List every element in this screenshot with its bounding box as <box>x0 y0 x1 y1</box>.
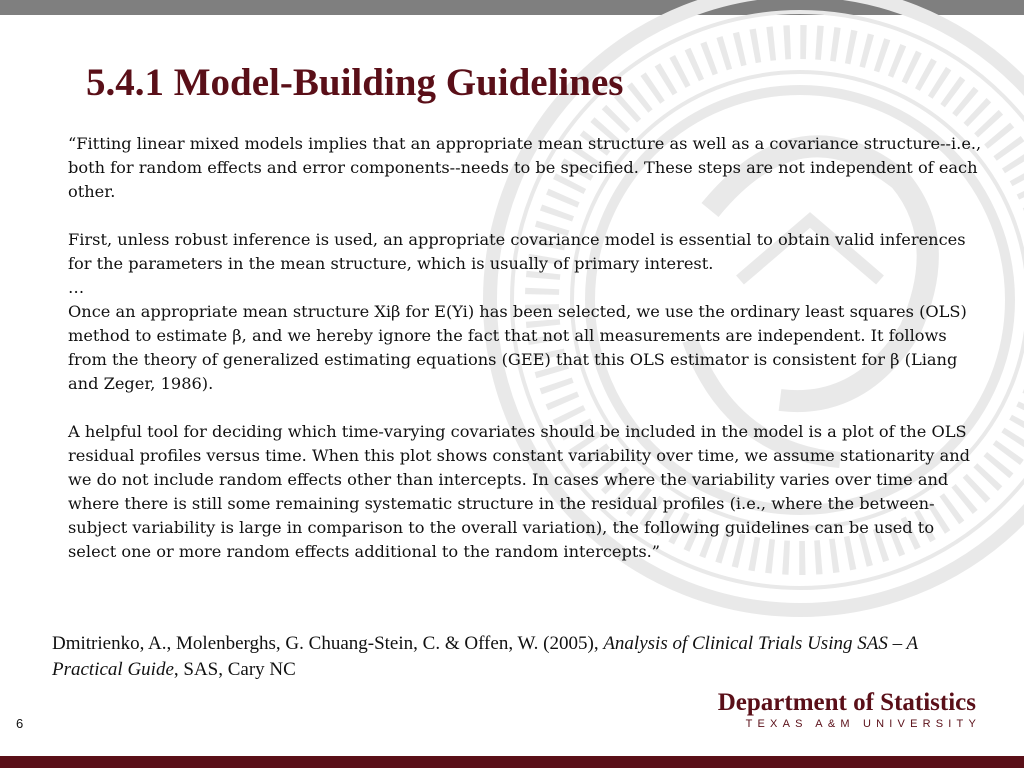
paragraph-gap <box>68 396 984 420</box>
paragraph-gap <box>68 204 984 228</box>
bottom-bar <box>0 756 1024 768</box>
department-logo <box>717 689 981 732</box>
quote-paragraph-3: Once an appropriate mean structure Xiβ for E(Yi) has been selected, we use the ordinary least squares (OLS) method to estimate β, and we hereby ignore the fact that not all measurements are independent. It follows from the theory of generalized estimating equations (GEE) that this OLS estimator is consistent for β (Liang and Zeger, 1986). <box>68 302 967 393</box>
citation <box>52 631 972 683</box>
slide-title: 5.4.1 Model-Building Guidelines <box>86 61 624 104</box>
logo-university-name: TEXAS A&M UNIVERSITY <box>745 718 981 730</box>
quote-ellipsis: … <box>68 278 85 297</box>
citation-book-title: Analysis of Clinical Trials Using SAS – A Practical Guide <box>52 633 918 680</box>
quote-paragraph-4: A helpful tool for deciding which time-varying covariates should be included in the model is a plot of the OLS residual profiles versus time. When this plot shows constant variability over time, we assume stationarity and we do not include random effects other than intercepts. In cases where the variability varies over time and where there is still some remaining systematic structure in the residual profiles (i.e., where the between-subject variability is large in comparison to the overall variation), the following guidelines can be used to select one or more random effects additional to the random intercepts.” <box>68 422 971 561</box>
quote-paragraph-1: “Fitting linear mixed models implies that an appropriate mean structure as well as a covariance structure--i.e., both for random effects and error components--needs to be specified. These steps are not independent of each other. <box>68 134 982 201</box>
quote-body <box>68 132 984 564</box>
logo-department-name: Department of Statistics <box>717 689 976 716</box>
quote-paragraph-2: First, unless robust inference is used, an appropriate covariance model is essential to obtain valid inferences for the parameters in the mean structure, which is usually of primary interest. <box>68 230 966 273</box>
page-number: 6 <box>16 716 24 731</box>
citation-authors: Dmitrienko, A., Molenberghs, G. Chuang-Stein, C. & Offen, W. (2005), <box>52 633 604 654</box>
citation-publisher: , SAS, Cary NC <box>173 659 296 680</box>
